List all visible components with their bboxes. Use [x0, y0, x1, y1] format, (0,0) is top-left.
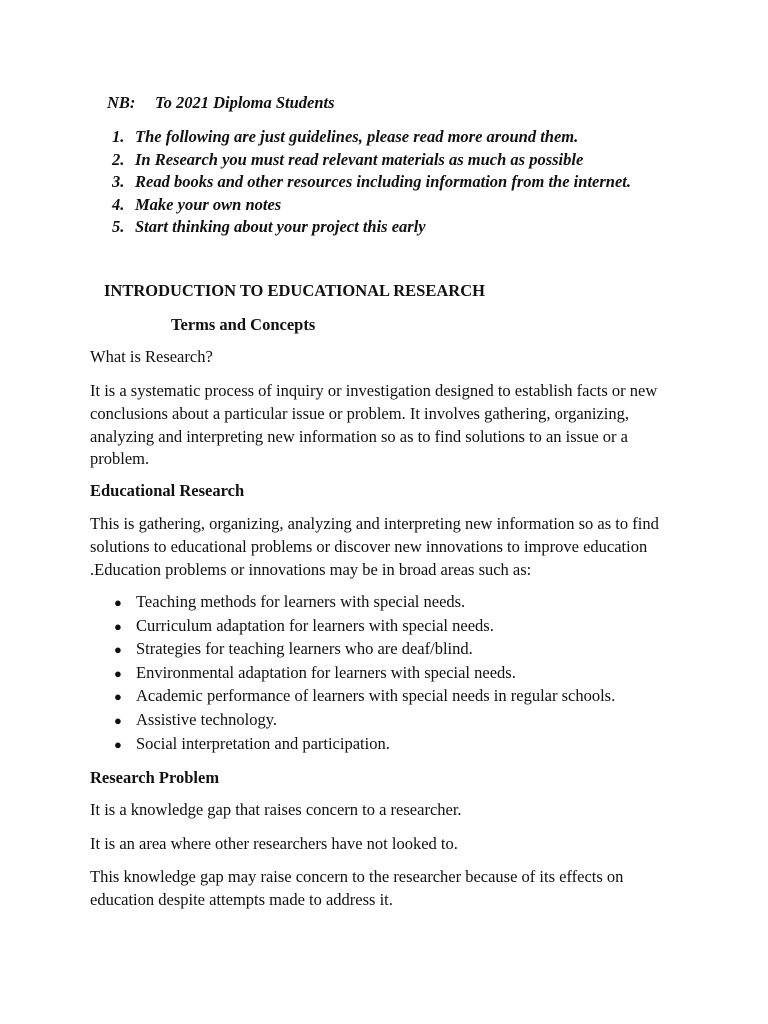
list-item-text: Social interpretation and participation.	[136, 733, 390, 753]
notice-list	[112, 126, 631, 239]
list-item-text: Strategies for teaching learners who are deaf/blind.	[136, 639, 473, 659]
bullet-icon: ●	[114, 642, 122, 658]
list-item-text: Teaching methods for learners with special needs.	[136, 592, 466, 611]
notice-item-text: In Research you must read relevant materials as much as possible	[135, 149, 584, 169]
notice-item-number: 4.	[112, 194, 125, 214]
list-item	[114, 684, 615, 708]
bullet-icon: ●	[114, 595, 122, 610]
research-question: What is Research?	[90, 347, 213, 366]
list-item-text: Assistive technology.	[136, 709, 277, 729]
bullet-icon: ●	[114, 618, 122, 634]
list-item	[114, 614, 615, 638]
notice-item	[112, 126, 631, 149]
notice-item-text: Start thinking about your project this early	[135, 217, 426, 237]
bullet-icon: ●	[114, 689, 122, 705]
notice-item	[112, 171, 631, 194]
research-problem-paragraph-1: It is a knowledge gap that raises concern to a researcher.	[90, 800, 462, 819]
notice-item-number: 5.	[112, 217, 125, 237]
notice-item-text: Read books and other resources including information from the internet.	[135, 172, 631, 192]
notice-item-text: Make your own notes	[135, 194, 282, 214]
list-item	[114, 732, 615, 756]
educational-research-text: This is gathering, organizing, analyzing and interpreting new information so as to find solutions to educational problems or discover new innovations to improve education .Education problems or innovations may be in broad areas such as:	[90, 514, 659, 579]
section-subtitle: Terms and Concepts	[171, 315, 316, 334]
list-item	[114, 637, 615, 661]
notice-label: NB:	[107, 93, 136, 112]
notice-line	[107, 93, 335, 113]
notice-item	[112, 149, 631, 172]
bullet-icon: ●	[114, 736, 122, 752]
bullet-icon: ●	[114, 712, 122, 728]
document-title: INTRODUCTION TO EDUCATIONAL RESEARCH	[104, 281, 485, 300]
notice-item	[112, 216, 631, 239]
list-item	[114, 708, 615, 732]
research-problem-paragraph-3: This knowledge gap may raise concern to the researcher because of its effects on education despite attempts made to address it.	[90, 867, 624, 909]
list-item	[114, 590, 615, 614]
educational-research-heading: Educational Research	[90, 481, 245, 500]
list-item	[114, 661, 615, 685]
notice-item-number: 2.	[112, 149, 125, 169]
list-item-text: Curriculum adaptation for learners with special needs.	[136, 615, 494, 635]
list-item-text: Environmental adaptation for learners with special needs.	[136, 662, 516, 682]
bullet-icon: ●	[114, 665, 122, 681]
research-problem-paragraph-2: It is an area where other researchers have not looked to.	[90, 834, 458, 853]
research-problem-heading: Research Problem	[90, 768, 220, 787]
research-definition: It is a systematic process of inquiry or investigation designed to establish facts or new conclusions about a particular issue or problem. It involves gathering, organizing, analyzing and interpreting new information so as to find solutions to an issue or a problem.	[90, 381, 658, 469]
notice-item-text: The following are just guidelines, please read more around them.	[135, 127, 579, 146]
list-item-text: Academic performance of learners with special needs in regular schools.	[136, 686, 616, 706]
notice-item	[112, 194, 631, 217]
notice-item-number: 3.	[112, 172, 125, 192]
notice-text: To 2021 Diploma Students	[155, 93, 335, 112]
notice-item-number: 1.	[112, 127, 125, 146]
research-areas-list	[114, 590, 615, 755]
